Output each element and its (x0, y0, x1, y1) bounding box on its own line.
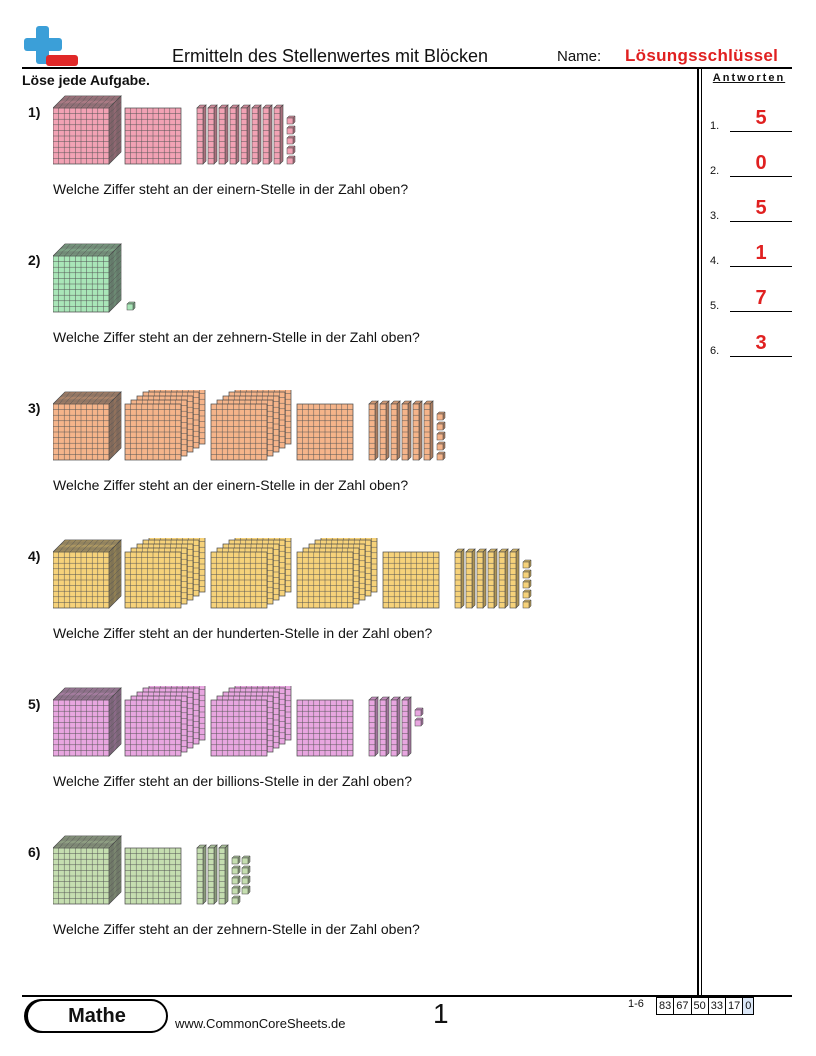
ten-block (380, 401, 389, 460)
one-block (242, 886, 250, 894)
problem-question: Welche Ziffer steht an der hunderten-Stelle in der Zahl oben? (53, 625, 433, 641)
score-cell: 83 (656, 997, 674, 1015)
one-block (242, 866, 250, 874)
hundred-flats-stack (211, 538, 291, 608)
header-divider (22, 67, 792, 69)
answer-key-label: Lösungsschlüssel (625, 46, 779, 65)
score-cell: 33 (709, 997, 726, 1015)
ten-block (402, 697, 411, 756)
answer-line (730, 131, 792, 132)
hundred-flats-stack (211, 390, 291, 460)
one-block (523, 580, 531, 588)
answer-line (730, 221, 792, 222)
answer-value: 5 (755, 107, 767, 129)
one-block (415, 718, 423, 726)
base-ten-blocks (53, 538, 653, 618)
subject-badge: Mathe (26, 999, 168, 1033)
score-cell: 17 (726, 997, 743, 1015)
base-ten-blocks (53, 242, 653, 322)
answer-column-divider (701, 67, 702, 995)
score-cell: 67 (674, 997, 691, 1015)
one-block (437, 412, 445, 420)
one-block (242, 876, 250, 884)
answer-value: 3 (755, 332, 767, 354)
ten-block (402, 401, 411, 460)
score-cell: 50 (692, 997, 709, 1015)
one-block (287, 126, 295, 134)
score-table (656, 997, 754, 1015)
ten-block (263, 105, 272, 164)
one-block (287, 116, 295, 124)
hundred-block (125, 848, 181, 904)
thousand-block (53, 244, 121, 312)
problem-question: Welche Ziffer steht an der billions-Stelle in der Zahl oben? (53, 773, 413, 789)
ten-block (197, 105, 206, 164)
thousand-block (53, 688, 121, 756)
one-block (437, 452, 445, 460)
answer-line (730, 176, 792, 177)
answer-row (708, 237, 794, 267)
ten-block (219, 845, 228, 904)
ten-block (477, 549, 486, 608)
hundred-block (125, 108, 181, 164)
ten-block (391, 697, 400, 756)
hundred-flats-stack (125, 538, 205, 608)
answer-value: 1 (755, 242, 767, 264)
ten-block (466, 549, 475, 608)
one-block (232, 866, 240, 874)
ten-block (455, 549, 464, 608)
ten-block (241, 105, 250, 164)
name-label: Name: (557, 48, 602, 65)
one-block (287, 156, 295, 164)
answer-column-divider (697, 67, 699, 995)
score-range: 1-6 (628, 998, 644, 1010)
one-block (437, 432, 445, 440)
problem-number: 4) (28, 548, 41, 564)
answer-line (730, 356, 792, 357)
one-block (232, 856, 240, 864)
ten-block (219, 105, 228, 164)
thousand-block (53, 540, 121, 608)
hundred-block (383, 552, 439, 608)
logo-plus-minus-icon (22, 24, 80, 68)
ten-block (391, 401, 400, 460)
answer-row (708, 327, 794, 357)
one-block (415, 708, 423, 716)
ten-block (197, 845, 206, 904)
ten-block (424, 401, 433, 460)
one-block (127, 302, 135, 310)
one-block (523, 570, 531, 578)
ten-block (208, 845, 217, 904)
ten-block (510, 549, 519, 608)
thousand-block (53, 392, 121, 460)
one-block (523, 590, 531, 598)
answer-line (730, 311, 792, 312)
answer-value: 5 (755, 197, 767, 219)
page-title: Ermitteln des Stellenwertes mit Blöcken (171, 46, 489, 66)
page-number: 1 (433, 998, 449, 1029)
hundred-block (297, 700, 353, 756)
one-block (523, 600, 531, 608)
thousand-block (53, 96, 121, 164)
one-block (232, 886, 240, 894)
ten-block (369, 401, 378, 460)
base-ten-blocks (53, 686, 653, 766)
ten-block (380, 697, 389, 756)
ten-block (488, 549, 497, 608)
answer-number: 3. (710, 210, 720, 222)
answer-row (708, 192, 794, 222)
hundred-flats-stack (125, 686, 205, 756)
ten-block (230, 105, 239, 164)
thousand-block (53, 836, 121, 904)
problem-question: Welche Ziffer steht an der einern-Stelle in der Zahl oben? (53, 477, 409, 493)
answer-number: 5. (710, 300, 720, 312)
problem-question: Welche Ziffer steht an der zehnern-Stelle in der Zahl oben? (53, 921, 420, 937)
ten-block (369, 697, 378, 756)
answer-number: 4. (710, 255, 720, 267)
problem-question: Welche Ziffer steht an der zehnern-Stelle in der Zahl oben? (53, 329, 420, 345)
problem-number: 2) (28, 252, 41, 268)
ten-block (413, 401, 422, 460)
one-block (437, 422, 445, 430)
answer-value: 0 (755, 152, 767, 174)
base-ten-blocks (53, 390, 653, 470)
base-ten-blocks (53, 834, 653, 914)
answer-row (708, 282, 794, 312)
answer-number: 1. (710, 120, 720, 132)
problem-number: 5) (28, 696, 41, 712)
problem-number: 6) (28, 844, 41, 860)
score-cell: 0 (743, 997, 754, 1015)
hundred-block (297, 404, 353, 460)
answer-number: 2. (710, 165, 720, 177)
answer-row (708, 102, 794, 132)
answer-value: 7 (755, 287, 767, 309)
problem-number: 3) (28, 400, 41, 416)
one-block (242, 856, 250, 864)
hundred-flats-stack (211, 686, 291, 756)
one-block (232, 876, 240, 884)
one-block (232, 896, 240, 904)
one-block (287, 136, 295, 144)
answer-row (708, 147, 794, 177)
instructions: Löse jede Aufgabe. (22, 72, 150, 88)
base-ten-blocks (53, 94, 653, 174)
answers-header: Antworten (712, 72, 786, 84)
one-block (437, 442, 445, 450)
answer-number: 6. (710, 345, 720, 357)
ten-block (274, 105, 283, 164)
problem-number: 1) (28, 104, 41, 120)
ten-block (208, 105, 217, 164)
site-url: www.CommonCoreSheets.de (175, 1016, 346, 1031)
answer-line (730, 266, 792, 267)
one-block (287, 146, 295, 154)
ten-block (499, 549, 508, 608)
hundred-flats-stack (297, 538, 377, 608)
ten-block (252, 105, 261, 164)
hundred-flats-stack (125, 390, 205, 460)
one-block (523, 560, 531, 568)
problem-question: Welche Ziffer steht an der einern-Stelle in der Zahl oben? (53, 181, 409, 197)
